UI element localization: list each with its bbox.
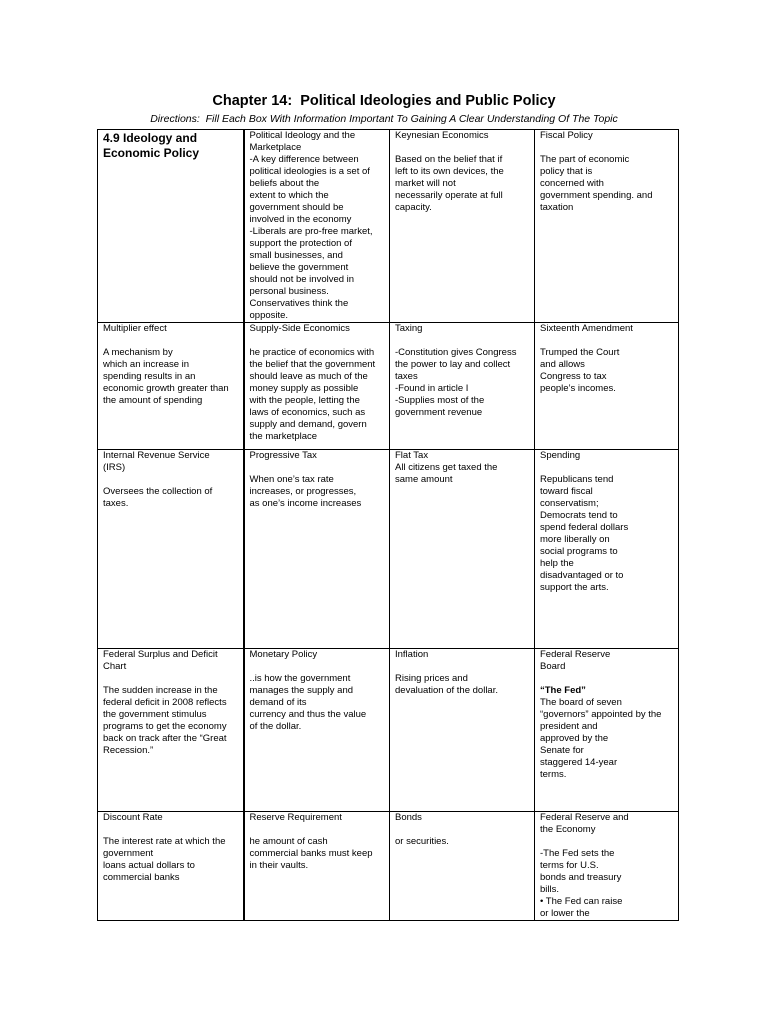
cell-text: Progressive Tax When one’s tax rate increases, or progresses, as one’s income increases <box>249 450 362 509</box>
cell-text: 4.9 Ideology and Economic Policy <box>103 131 200 160</box>
table-cell <box>98 649 244 812</box>
fed-nickname: “The Fed” <box>540 685 586 696</box>
cell-text: Bonds or securities. <box>395 812 449 847</box>
table-cell <box>390 323 535 450</box>
table-cell <box>535 649 679 812</box>
table-row <box>98 323 679 450</box>
cell-text: Taxing -Constitution gives Congress the power to lay and collect taxes -Found in article I -Supplies most of the government revenue <box>395 323 517 418</box>
table-cell <box>390 812 535 921</box>
cell-text: Internal Revenue Service (IRS) Oversees the collection of taxes. <box>103 450 213 509</box>
cell-text: Reserve Requirement he amount of cash commercial banks must keep in their vaults. <box>249 812 373 871</box>
document-title: Chapter 14: Political Ideologies and Public Policy <box>212 93 556 109</box>
cell-text: Fiscal Policy The part of economic policy that is concerned with government spending. and taxation <box>540 130 653 213</box>
cell-text: Spending Republicans tend toward fiscal conservatism; Democrats tend to spend federal dollars more liberally on social programs to help the disadvantaged or to support the arts. <box>540 450 629 593</box>
table-cell <box>98 812 244 921</box>
table-row <box>98 649 679 812</box>
table-cell <box>98 130 244 323</box>
table-cell <box>535 323 679 450</box>
table-cell <box>535 450 679 649</box>
table-row <box>98 812 679 921</box>
table-cell <box>390 130 535 323</box>
table-cell <box>535 130 679 323</box>
cell-text: Inflation Rising prices and devaluation of the dollar. <box>395 649 498 696</box>
table-cell <box>390 450 535 649</box>
table-cell <box>244 130 390 323</box>
table-cell <box>98 450 244 649</box>
directions-text: Directions: Fill Each Box With Information Important To Gaining A Clear Understanding Of The Topic <box>150 113 618 125</box>
cell-text: Federal Reserve Board “The Fed” The board of seven “governors” appointed by the president and approved by the Senate for staggered 14-year terms. <box>540 649 662 780</box>
table-cell <box>244 812 390 921</box>
table-cell <box>244 450 390 649</box>
cell-text: Sixteenth Amendment Trumped the Court and allows Congress to tax people’s incomes. <box>540 323 633 394</box>
cell-text: Federal Surplus and Deficit Chart The sudden increase in the federal deficit in 2008 reflects the government stimulus programs to get the economy back on track after the “Great Recession.” <box>103 649 227 756</box>
policy-table <box>97 129 679 921</box>
table-cell <box>390 649 535 812</box>
cell-text: Multiplier effect A mechanism by which an increase in spending results in an economic growth greater than the amount of spending <box>103 323 229 406</box>
table-cell <box>535 812 679 921</box>
table-cell <box>98 323 244 450</box>
table-cell <box>244 323 390 450</box>
table-row <box>98 450 679 649</box>
table-cell <box>244 649 390 812</box>
cell-text: Political Ideology and the Marketplace -A key difference between political ideologies is a set of beliefs about the extent to which the government should be involved in the economy -Liberals are pro-free market, support the protection of small businesses, and believe the government should not be involved in personal business. Conservatives think the opposite. <box>249 130 373 321</box>
table-row <box>98 130 679 323</box>
cell-text: Supply-Side Economics he practice of economics with the belief that the government should leave as much of the money supply as possible with the people, letting the laws of economics, such as supply and demand, govern the marketplace <box>249 323 376 442</box>
cell-text: Monetary Policy ..is how the government manages the supply and demand of its currency and thus the value of the dollar. <box>249 649 367 732</box>
cell-text: Flat Tax All citizens get taxed the same amount <box>395 450 498 485</box>
cell-text: Keynesian Economics Based on the belief that if left to its own devices, the market will not necessarily operate at full capacity. <box>395 130 504 213</box>
cell-text: Discount Rate The interest rate at which the government loans actual dollars to commercial banks <box>103 812 226 883</box>
cell-text: Federal Reserve and the Economy -The Fed sets the terms for U.S. bonds and treasury bills. • The Fed can raise or lower the <box>540 812 629 919</box>
